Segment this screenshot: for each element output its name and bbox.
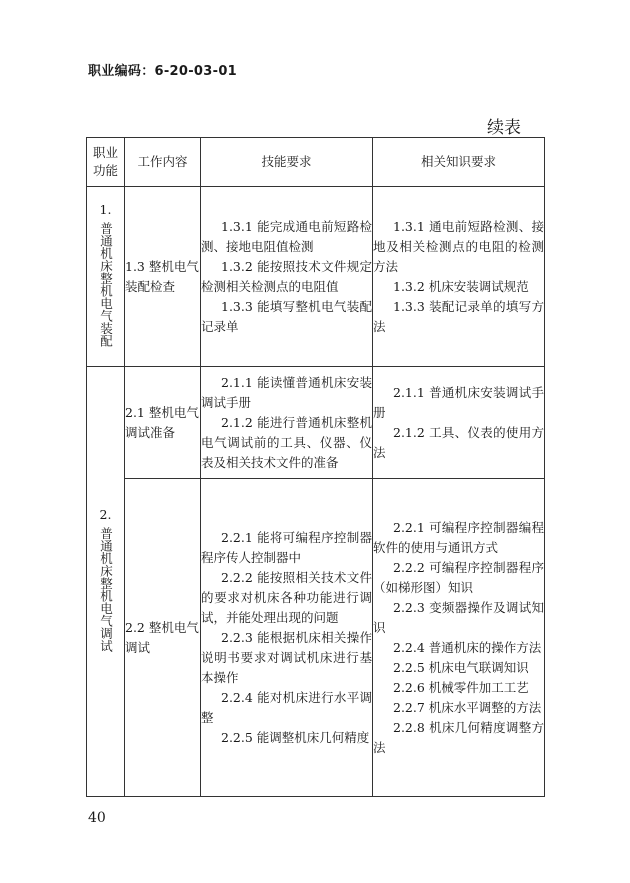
header-function-label: 职业功能: [92, 145, 118, 178]
knowledge-item: 2.2.6 机械零件加工工艺: [393, 679, 529, 695]
work-content: 2.2 整机电气调试: [125, 479, 201, 797]
knowledge-item: 1.3.1 通电前短路检测、接地及相关检测点的电阻的检测方法: [373, 218, 544, 274]
header-content: 工作内容: [125, 138, 201, 187]
knowledge-item: 2.2.2 可编程序控制器程序（如梯形图）知识: [373, 559, 544, 595]
knowledge-cell: [373, 187, 545, 367]
function-number: 1.: [99, 202, 112, 217]
header-function: [87, 138, 125, 187]
table-row: [87, 479, 545, 797]
knowledge-item: 2.2.5 机床电气联调知识: [393, 659, 529, 675]
knowledge-item: 2.2.8 机床几何精度调整方法: [373, 719, 544, 755]
knowledge-item: 2.1.2 工具、仪表的使用方法: [373, 424, 544, 460]
work-content: 1.3 整机电气装配检查: [125, 187, 201, 367]
table-row: [87, 187, 545, 367]
page-number: 40: [88, 810, 106, 826]
skill-item: 2.1.2 能进行普通机床整机电气调试前的工具、仪器、仪表及相关技术文件的准备: [201, 414, 372, 470]
knowledge-item: 1.3.2 机床安装调试规范: [393, 278, 529, 294]
table-row: [87, 367, 545, 479]
function-cell-2: [87, 367, 125, 797]
function-number: 2.: [99, 507, 112, 522]
knowledge-item: 2.2.7 机床水平调整的方法: [393, 699, 542, 715]
skill-item: 1.3.2 能按照技术文件规定检测相关检测点的电阻值: [201, 258, 372, 294]
skill-item: 2.2.4 能对机床进行水平调整: [201, 689, 372, 725]
skills-table: [86, 137, 545, 797]
function-name: 普通机床整机电气装配: [98, 222, 114, 347]
skill-item: 2.2.2 能按照相关技术文件的要求对机床各种功能进行调试，并能处理出现的问题: [201, 569, 372, 625]
knowledge-cell: [373, 367, 545, 479]
header-knowledge: 相关知识要求: [373, 138, 545, 187]
knowledge-item: 2.2.4 普通机床的操作方法: [393, 639, 542, 655]
knowledge-item: 2.2.3 变频器操作及调试知识: [373, 599, 544, 635]
skills-cell: [201, 367, 373, 479]
skill-item: 2.1.1 能读懂普通机床安装调试手册: [201, 374, 372, 410]
knowledge-item: 2.1.1 普通机床安装调试手册: [373, 384, 544, 420]
skill-item: 2.2.3 能根据机床相关操作说明书要求对调试机床进行基本操作: [201, 629, 372, 685]
function-cell-1: [87, 187, 125, 367]
skill-item: 2.2.5 能调整机床几何精度: [221, 729, 370, 745]
skills-cell: [201, 479, 373, 797]
table-header-row: [87, 138, 545, 187]
skill-item: 1.3.1 能完成通电前短路检测、接地电阻值检测: [201, 218, 372, 254]
function-name: 普通机床整机电气调试: [98, 527, 114, 652]
occupation-code: 职业编码：6-20-03-01: [88, 64, 238, 79]
skills-cell: [201, 187, 373, 367]
knowledge-item: 1.3.3 装配记录单的填写方法: [373, 298, 544, 334]
knowledge-item: 2.2.1 可编程序控制器编程软件的使用与通讯方式: [373, 519, 544, 555]
skill-item: 2.2.1 能将可编程序控制器程序传人控制器中: [201, 529, 372, 565]
continued-label: 续表: [487, 118, 521, 138]
knowledge-cell: [373, 479, 545, 797]
work-content: 2.1 整机电气调试准备: [125, 367, 201, 479]
header-skills: 技能要求: [201, 138, 373, 187]
skill-item: 1.3.3 能填写整机电气装配记录单: [201, 298, 372, 334]
